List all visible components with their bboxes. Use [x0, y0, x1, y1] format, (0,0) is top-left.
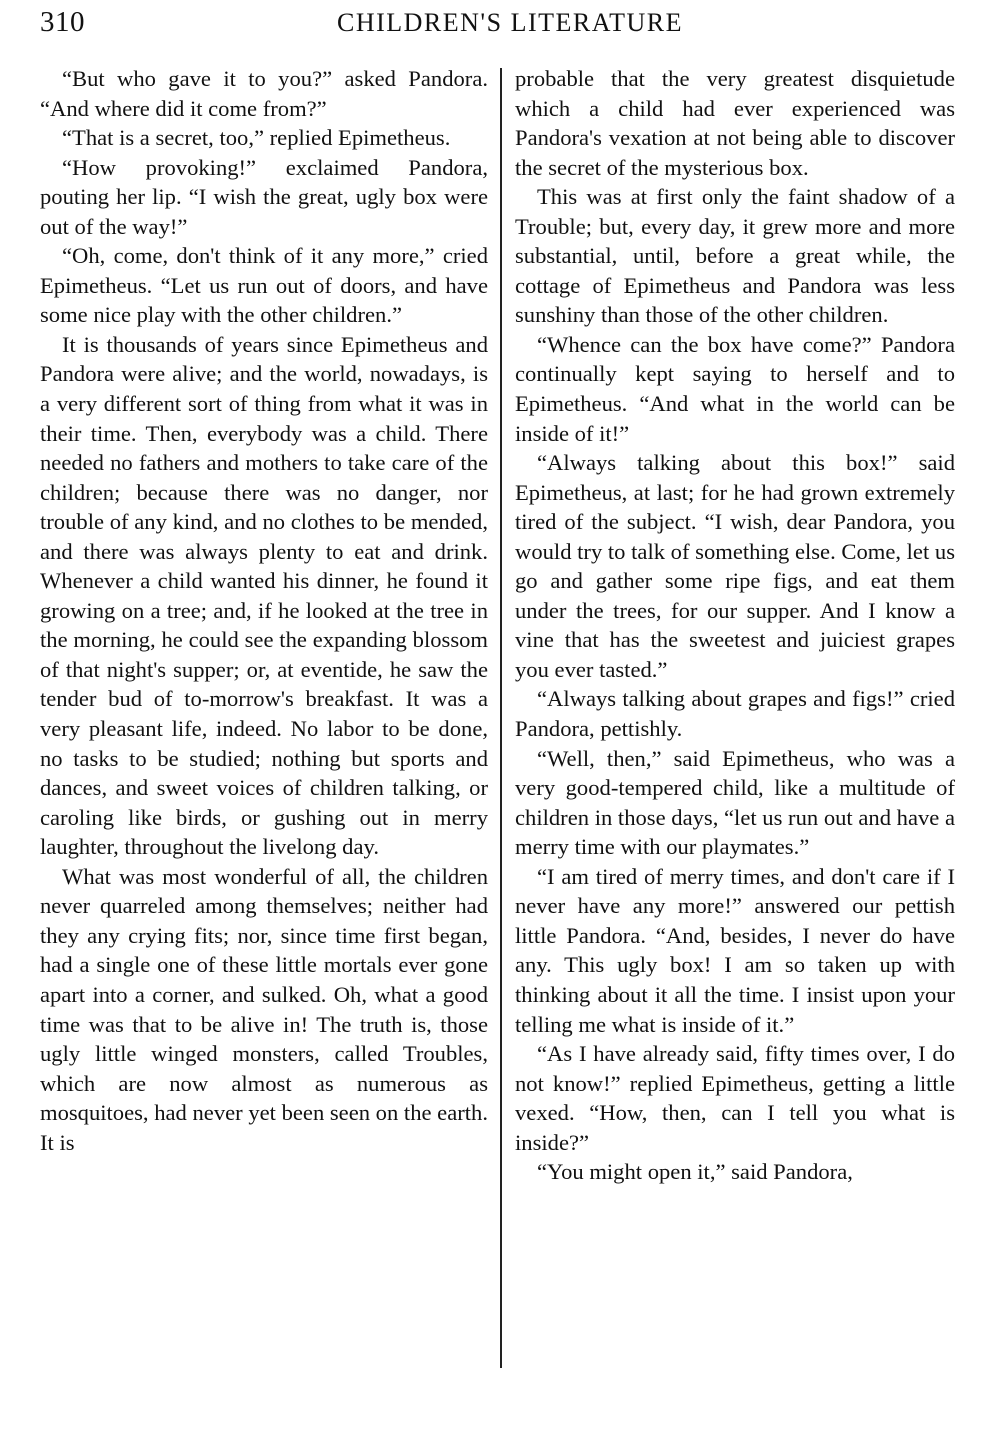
paragraph-continuation: probable that the very greatest disquietude which a child had ever experienced was Pandora's vexation at not being able to discover the secret of the mysterious box.: [515, 66, 955, 180]
paragraph: “How provoking!” exclaimed Pandora, pouting her lip. “I wish the great, ugly box were out of the way!”: [40, 154, 488, 239]
paragraph: “But who gave it to you?” asked Pandora. “And where did it come from?”: [40, 66, 488, 121]
column-divider: [500, 68, 502, 1368]
paragraph: It is thousands of years since Epimetheus and Pandora were alive; and the world, nowadays, is a very different sort of thing from what it was in their time. Then, everybody was a child. There needed no fathers and mothers to take care of the children; because there was no danger, nor trouble of any kind, and no clothes to be mended, and there was always plenty to eat and drink. Whenever a child wanted his dinner, he found it growing on a tree; and, if he looked at the tree in the morning, he could see the expanding blossom of that night's supper; or, at eventide, he saw the tender bud of to-morrow's breakfast. It was a very pleasant life, indeed. No labor to be done, no tasks to be studied; nothing but sports and dances, and sweet voices of children talking, or caroling like birds, or gushing out in merry laughter, throughout the livelong day.: [40, 331, 488, 860]
left-column: [40, 64, 488, 1157]
page-number: 310: [40, 6, 85, 38]
paragraph: What was most wonderful of all, the children never quarreled among themselves; neither had they any crying fits; nor, since time first began, had a single one of these little mortals ever gone apart into a corner, and sulked. Oh, what a good time was that to be alive in! The truth is, those ugly little winged monsters, called Troubles, which are now almost as numerous as mosquitoes, had never yet been seen on the earth. It is: [40, 863, 488, 1155]
paragraph: “As I have already said, fifty times over, I do not know!” replied Epimetheus, getting a little vexed. “How, then, can I tell you what is inside?”: [515, 1041, 955, 1155]
paragraph: “Always talking about grapes and figs!” cried Pandora, pettishly.: [515, 686, 955, 742]
running-title: CHILDREN'S LITERATURE: [336, 8, 683, 37]
paragraph: “You might open it,” said Pandora,: [537, 1159, 853, 1185]
paragraph: “Always talking about this box!” said Epimetheus, at last; for he had grown extremely tired of the subject. “I wish, dear Pandora, you would try to talk of something else. Come, let us go and gather some ripe figs, and eat them under the trees, for our supper. And I know a vine that has the sweetest and juiciest grapes you ever tasted.”: [515, 450, 955, 682]
paragraph: This was at first only the faint shadow of a Trouble; but, every day, it grew more and more substantial, until, before a great while, the cottage of Epimetheus and Pandora was less sunshiny than those of the other children.: [515, 184, 955, 328]
paragraph: “Well, then,” said Epimetheus, who was a very good-tempered child, like a multitude of children in those days, “let us run out and have a merry time with our playmates.”: [515, 745, 955, 860]
paragraph: “I am tired of merry times, and don't care if I never have any more!” answered our pettish little Pandora. “And, besides, I never do have any. This ugly box! I am so taken up with thinking about it all the time. I insist upon your telling me what is inside of it.”: [515, 863, 955, 1037]
paragraph: “Oh, come, don't think of it any more,” cried Epimetheus. “Let us run out of doors, and have some nice play with the other children.”: [40, 243, 488, 328]
right-column: [515, 64, 955, 1187]
paragraph: “Whence can the box have come?” Pandora continually kept saying to herself and to Epimetheus. “And what in the world can be inside of it!”: [515, 331, 955, 446]
paragraph: “That is a secret, too,” replied Epimetheus.: [62, 125, 451, 151]
